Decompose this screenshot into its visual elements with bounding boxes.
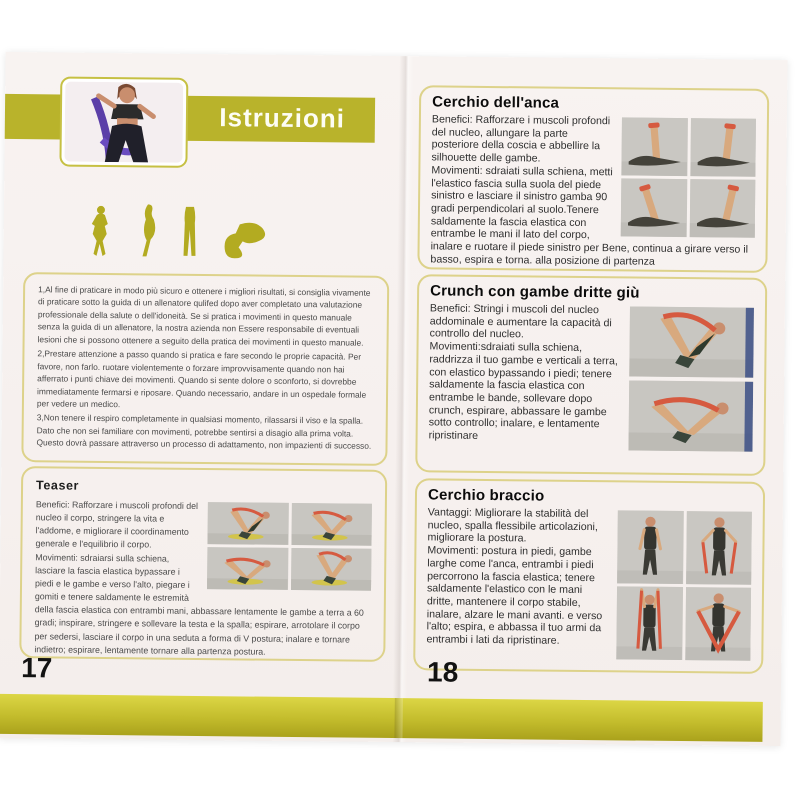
page-18 <box>396 56 787 746</box>
hip-circle-photo-grid <box>621 117 756 237</box>
crunch-photo <box>629 306 754 377</box>
woman-with-band-photo <box>64 82 183 163</box>
teaser-exercise-photo <box>290 548 371 591</box>
crunch-photo <box>628 380 753 451</box>
arm-circle-photo <box>617 510 683 584</box>
hip-circle-photo <box>690 118 756 177</box>
teaser-title: Teaser <box>36 478 80 493</box>
section-title: Cerchio braccio <box>427 486 545 505</box>
arm-circle-photo <box>685 587 751 661</box>
arm-circle-photo <box>686 511 752 585</box>
section-benefici: Benefici: Stringi i muscoli del nucleo addominale e aumentare la capacità di controllo del nucleo. <box>429 302 612 341</box>
teaser-exercise-photo <box>207 547 288 590</box>
page-title: Istruzioni <box>219 102 346 134</box>
hip-circle-photo <box>621 117 687 176</box>
teaser-benefici: Benefici: Rafforzare i muscoli profondi del nucleo il corpo, stringere la vita e l'addome, e migliorare il coordinamento generale e l'equilibrio il corpo. <box>35 499 199 550</box>
section-title: Crunch con gambe dritte giù <box>430 282 640 302</box>
teaser-exercise-photo <box>207 502 288 545</box>
teaser-section <box>19 466 387 662</box>
teaser-movimenti: Movimenti: sdraiarsi sulla schiena, lasciare la fascia elastica bypassare i piedi e le gambe e verso l'alto, piegare i gomiti e tenere saldamente le estremità della fascia elastica con entrambi mani, abbassare lentamente le gambe a terra a 60 gradi; inspirare, stringere e sollevare la testa e la spalla; espirare, arrotolare il corpo per sedersi, lasciare il corpo in una seduta a forma di V postura; inalare e tornare indietro; espirare, lentamente tornare alla partenza postura. <box>34 551 364 657</box>
hip-circle-photo <box>689 179 755 238</box>
section-benefici: Vantaggi: Migliorare la stabilità del nucleo, spalla flessibile articolazioni, migliorare la postura. <box>427 506 598 545</box>
arm-circle-photo-grid <box>616 510 752 660</box>
bicep-arm-icon <box>221 220 265 258</box>
woman-front-icon <box>87 205 114 257</box>
bottom-accent-band <box>0 694 763 742</box>
page-number-17: 17 <box>21 652 53 684</box>
cover-photo-woman-band <box>59 76 188 167</box>
section-movimenti: Movimenti: postura in piedi, gambe larghe come l'anca, entrambi i piedi percorrono la fascia elastica; tenere saldamente l'elastico con le mani dritte, mantenere il corpo stabile, inalare, alzare le mani avanti. e verso l'alto; espira, e abbassa il tuo armi da entrambi i lati da ripristinare. <box>426 544 603 647</box>
safety-notes-box <box>21 272 389 466</box>
section-cerchio-braccio <box>413 478 765 674</box>
section-cerchio-anca <box>417 85 769 273</box>
section-crunch-gambe <box>415 274 767 476</box>
arm-circle-photo <box>616 586 682 660</box>
section-movimenti: Movimenti: sdraiati sulla schiena, metti l'elastico fascia sulla suola del piede sinistro e lasciare il sinistro gamba 90 gradi perpendicolari al suolo.Tenere saldamente la fascia elastica con entrambe le mani il lato del corpo, inalare e ruotare il piede sinistro per Bene, continua a girare verso il basso, espira e torna. alla posizione di partenza <box>430 164 749 268</box>
legs-icon <box>181 206 198 258</box>
woman-side-icon <box>137 203 158 257</box>
page-number-18: 18 <box>426 656 459 688</box>
section-benefici: Benefici: Rafforzare i muscoli profondi del nucleo, allungare la parte posteriore della coscia e abbellire la silhouette delle gambe. <box>431 113 611 165</box>
figure-icons-row <box>87 199 328 260</box>
teaser-photo-grid <box>207 502 372 591</box>
note-paragraph-3: 3,Non tenere il respiro completamente in qualsiasi momento, rilassarsi il viso e la spalla. Dato che non sei familiare con movimenti, potrebbe sentirsi a disagio alla prima volta. Questo dovrà passare attraverso un processo di adattamento, non impazienti di successo. <box>36 412 372 452</box>
crunch-photo-stack <box>628 306 754 451</box>
hip-circle-photo <box>621 178 687 237</box>
section-movimenti: Movimenti:sdraiati sulla schiena, raddrizza il tuo gambe e verticali a terra, con elastico bypassando i piedi; tenere saldamente la fascia elastica con entrambe le bande, sollevare dopo crunch, espirare, abbassare le gambe sotto controllo; inalare, e lentamente ripristinare <box>428 340 618 442</box>
note-paragraph-2: 2,Prestare attenzione a passo quando si pratica e fare secondo le proprie capacità. Per favore, non farlo. ruotare violentemente o forzare improvvisamente quando non hai afferrato i punti chiave dei movimenti. Quando si sente dolore o sconforto, si dovrebbe immediatamente fermarsi e riposare. Quando necessario, andare in un ospedale formale per vedere un medico. <box>36 348 367 410</box>
section-title: Cerchio dell'anca <box>432 93 560 112</box>
booklet-spread <box>0 52 788 746</box>
teaser-exercise-photo <box>291 503 372 546</box>
page-17 <box>0 52 404 742</box>
note-paragraph-1: 1,Al fine di praticare in modo più sicuro e ottenere i migliori risultati, si consiglia vivamente di praticare sotto la guida di un allenatore qulifed dopo aver completato una valutazione professionale della salute o dell'idoneità. Se si pratica i movimenti in questo manuale senza la guida di un allenatore, la nostra azienda non Essere responsabile di eventuali lesioni che si possono ottenere a seguito della pratica dei movimenti in questo manuale. <box>37 284 371 348</box>
